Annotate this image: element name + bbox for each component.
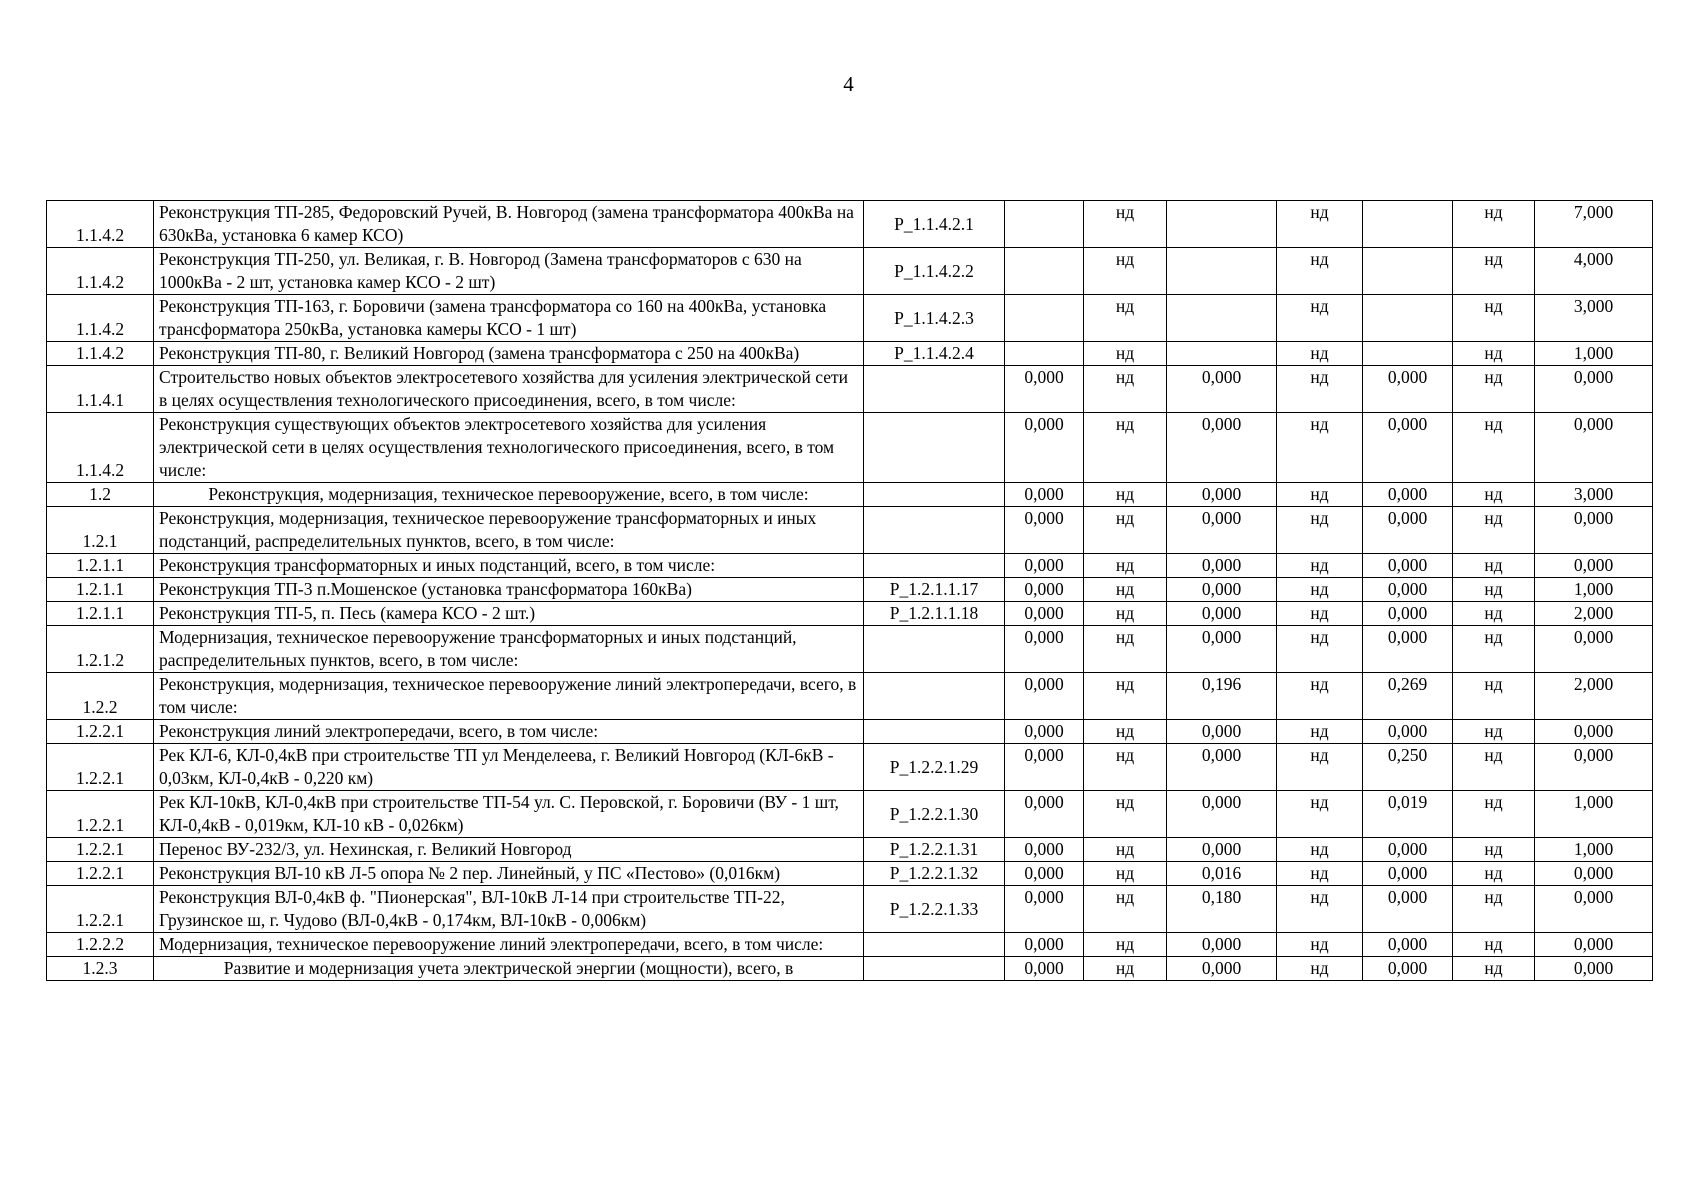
cell-value-6: нд (1453, 886, 1535, 933)
cell-project-name: Реконструкция линий электропередачи, всего, в том числе: (154, 720, 864, 744)
cell-project-name: Развитие и модернизация учета электрической энергии (мощности), всего, в (154, 957, 864, 981)
table-row (47, 248, 1653, 295)
cell-row-number: 1.2 (47, 483, 154, 507)
cell-value-1: 0,000 (1005, 554, 1084, 578)
cell-project-code (864, 413, 1005, 483)
cell-project-name: Реконструкция трансформаторных и иных подстанций, всего, в том числе: (154, 554, 864, 578)
cell-value-5: 0,000 (1363, 578, 1453, 602)
cell-row-number: 1.2.3 (47, 957, 154, 981)
cell-value-7: 2,000 (1535, 673, 1653, 720)
cell-row-number: 1.1.4.2 (47, 342, 154, 366)
cell-value-6: нд (1453, 483, 1535, 507)
cell-project-name: Реконструкция ТП-5, п. Песь (камера КСО - 2 шт.) (154, 602, 864, 626)
cell-value-3: 0,000 (1167, 933, 1277, 957)
cell-value-4: нд (1277, 578, 1363, 602)
cell-row-number: 1.1.4.2 (47, 201, 154, 248)
cell-project-name: Перенос ВУ-232/3, ул. Нехинская, г. Великий Новгород (154, 838, 864, 862)
cell-value-7: 0,000 (1535, 744, 1653, 791)
cell-value-3: 0,180 (1167, 886, 1277, 933)
cell-value-2: нд (1084, 578, 1167, 602)
cell-value-1 (1005, 248, 1084, 295)
cell-value-2: нд (1084, 366, 1167, 413)
cell-project-name: Реконструкция ВЛ-10 кВ Л-5 опора № 2 пер. Линейный, у ПС «Пестово» (0,016км) (154, 862, 864, 886)
cell-project-name: Реконструкция ТП-80, г. Великий Новгород (замена трансформатора с 250 на 400кВа) (154, 342, 864, 366)
cell-value-3: 0,196 (1167, 673, 1277, 720)
cell-value-1: 0,000 (1005, 862, 1084, 886)
cell-value-3: 0,000 (1167, 626, 1277, 673)
cell-value-1 (1005, 201, 1084, 248)
cell-value-6: нд (1453, 933, 1535, 957)
cell-project-name: Реконструкция ТП-163, г. Боровичи (замена трансформатора со 160 на 400кВа, установка трансформатора 250кВа, установка камеры КСО - 1 шт) (154, 295, 864, 342)
cell-value-6: нд (1453, 673, 1535, 720)
cell-value-6: нд (1453, 554, 1535, 578)
table-row (47, 673, 1653, 720)
cell-value-3: 0,016 (1167, 862, 1277, 886)
cell-project-code (864, 933, 1005, 957)
table-row (47, 886, 1653, 933)
table-row (47, 791, 1653, 838)
cell-project-code (864, 366, 1005, 413)
cell-row-number: 1.2.1.2 (47, 626, 154, 673)
table-row (47, 413, 1653, 483)
cell-value-7: 4,000 (1535, 248, 1653, 295)
cell-value-1: 0,000 (1005, 886, 1084, 933)
table-row (47, 933, 1653, 957)
cell-value-6: нд (1453, 248, 1535, 295)
table-row (47, 838, 1653, 862)
cell-value-2: нд (1084, 673, 1167, 720)
cell-row-number: 1.1.4.2 (47, 413, 154, 483)
cell-value-5: 0,000 (1363, 838, 1453, 862)
table-row (47, 957, 1653, 981)
cell-project-name: Реконструкция существующих объектов электросетевого хозяйства для усиления электрической сети в целях осуществления технологического присоединения, всего, в том числе: (154, 413, 864, 483)
cell-value-7: 2,000 (1535, 602, 1653, 626)
cell-value-1: 0,000 (1005, 578, 1084, 602)
cell-value-1: 0,000 (1005, 744, 1084, 791)
cell-value-4: нд (1277, 626, 1363, 673)
cell-value-5: 0,000 (1363, 886, 1453, 933)
cell-value-1 (1005, 295, 1084, 342)
cell-value-5: 0,000 (1363, 483, 1453, 507)
cell-project-name: Рек КЛ-6, КЛ-0,4кВ при строительстве ТП ул Менделеева, г. Великий Новгород (КЛ-6кВ - 0,03км, КЛ-0,4кВ - 0,220 км) (154, 744, 864, 791)
cell-value-4: нд (1277, 886, 1363, 933)
cell-value-2: нд (1084, 886, 1167, 933)
cell-value-5: 0,000 (1363, 720, 1453, 744)
table-row (47, 602, 1653, 626)
cell-value-2: нд (1084, 744, 1167, 791)
cell-value-1: 0,000 (1005, 602, 1084, 626)
cell-value-5: 0,000 (1363, 933, 1453, 957)
cell-value-5: 0,000 (1363, 366, 1453, 413)
cell-value-1: 0,000 (1005, 673, 1084, 720)
cell-value-6: нд (1453, 578, 1535, 602)
cell-project-code: P_1.2.2.1.31 (864, 838, 1005, 862)
cell-row-number: 1.2.1.1 (47, 602, 154, 626)
cell-value-5: 0,000 (1363, 862, 1453, 886)
cell-project-code: P_1.2.2.1.32 (864, 862, 1005, 886)
cell-value-7: 7,000 (1535, 201, 1653, 248)
cell-value-2: нд (1084, 483, 1167, 507)
cell-value-4: нд (1277, 413, 1363, 483)
table-row (47, 626, 1653, 673)
cell-row-number: 1.2.1.1 (47, 554, 154, 578)
cell-value-4: нд (1277, 201, 1363, 248)
cell-value-6: нд (1453, 957, 1535, 981)
table-row (47, 201, 1653, 248)
cell-project-name: Реконструкция, модернизация, техническое перевооружение, всего, в том числе: (154, 483, 864, 507)
cell-value-6: нд (1453, 342, 1535, 366)
cell-value-5: 0,000 (1363, 626, 1453, 673)
table-row (47, 744, 1653, 791)
cell-value-7: 0,000 (1535, 626, 1653, 673)
cell-value-3: 0,000 (1167, 602, 1277, 626)
cell-row-number: 1.1.4.1 (47, 366, 154, 413)
cell-value-6: нд (1453, 413, 1535, 483)
cell-value-6: нд (1453, 626, 1535, 673)
table-row (47, 342, 1653, 366)
cell-value-6: нд (1453, 791, 1535, 838)
cell-value-4: нд (1277, 791, 1363, 838)
cell-project-name: Реконструкция ТП-285, Федоровский Ручей, В. Новгород (замена трансформатора 400кВа на 630кВа, установка 6 камер КСО) (154, 201, 864, 248)
cell-value-7: 1,000 (1535, 578, 1653, 602)
cell-value-4: нд (1277, 295, 1363, 342)
cell-value-2: нд (1084, 295, 1167, 342)
cell-row-number: 1.2.2.1 (47, 720, 154, 744)
cell-row-number: 1.2.1.1 (47, 578, 154, 602)
cell-value-2: нд (1084, 554, 1167, 578)
cell-value-4: нд (1277, 720, 1363, 744)
cell-value-3 (1167, 248, 1277, 295)
cell-value-5 (1363, 248, 1453, 295)
cell-value-3: 0,000 (1167, 957, 1277, 981)
cell-value-1: 0,000 (1005, 791, 1084, 838)
cell-value-5: 0,000 (1363, 413, 1453, 483)
cell-value-7: 1,000 (1535, 838, 1653, 862)
cell-value-5 (1363, 201, 1453, 248)
cell-project-name: Строительство новых объектов электросетевого хозяйства для усиления электрической сети в целях осуществления технологического присоединения, всего, в том числе: (154, 366, 864, 413)
cell-value-4: нд (1277, 602, 1363, 626)
cell-project-name: Модернизация, техническое перевооружение линий электропередачи, всего, в том числе: (154, 933, 864, 957)
cell-row-number: 1.2.2 (47, 673, 154, 720)
cell-value-5: 0,000 (1363, 957, 1453, 981)
cell-value-7: 1,000 (1535, 342, 1653, 366)
cell-value-2: нд (1084, 507, 1167, 554)
table-row (47, 483, 1653, 507)
cell-value-4: нд (1277, 957, 1363, 981)
cell-value-3: 0,000 (1167, 791, 1277, 838)
cell-value-5: 0,250 (1363, 744, 1453, 791)
cell-value-7: 3,000 (1535, 483, 1653, 507)
cell-project-code (864, 720, 1005, 744)
cell-value-7: 0,000 (1535, 507, 1653, 554)
cell-value-6: нд (1453, 602, 1535, 626)
cell-value-6: нд (1453, 507, 1535, 554)
cell-value-5: 0,000 (1363, 602, 1453, 626)
cell-value-7: 0,000 (1535, 933, 1653, 957)
cell-value-5: 0,269 (1363, 673, 1453, 720)
cell-value-5: 0,000 (1363, 507, 1453, 554)
cell-value-1: 0,000 (1005, 720, 1084, 744)
cell-value-2: нд (1084, 862, 1167, 886)
cell-row-number: 1.1.4.2 (47, 295, 154, 342)
cell-project-name: Реконструкция ТП-250, ул. Великая, г. В. Новгород (Замена трансформаторов с 630 на 1000кВа - 2 шт, установка камер КСО - 2 шт) (154, 248, 864, 295)
cell-project-code: P_1.1.4.2.4 (864, 342, 1005, 366)
cell-value-3 (1167, 295, 1277, 342)
cell-value-5: 0,019 (1363, 791, 1453, 838)
table-row (47, 366, 1653, 413)
cell-value-6: нд (1453, 720, 1535, 744)
cell-project-name: Реконструкция ТП-3 п.Мошенское (установка трансформатора 160кВа) (154, 578, 864, 602)
cell-value-2: нд (1084, 413, 1167, 483)
cell-row-number: 1.2.2.1 (47, 886, 154, 933)
cell-row-number: 1.2.1 (47, 507, 154, 554)
cell-value-7: 0,000 (1535, 554, 1653, 578)
cell-value-4: нд (1277, 342, 1363, 366)
cell-value-7: 0,000 (1535, 862, 1653, 886)
cell-project-code: P_1.2.1.1.18 (864, 602, 1005, 626)
cell-project-code: P_1.1.4.2.2 (864, 248, 1005, 295)
table-row (47, 554, 1653, 578)
cell-value-7: 0,000 (1535, 720, 1653, 744)
cell-value-3: 0,000 (1167, 838, 1277, 862)
cell-value-1: 0,000 (1005, 413, 1084, 483)
cell-project-code (864, 673, 1005, 720)
cell-value-3: 0,000 (1167, 366, 1277, 413)
table-row (47, 507, 1653, 554)
cell-value-2: нд (1084, 201, 1167, 248)
cell-value-2: нд (1084, 933, 1167, 957)
cell-value-5 (1363, 342, 1453, 366)
cell-value-1: 0,000 (1005, 838, 1084, 862)
cell-value-4: нд (1277, 554, 1363, 578)
cell-value-7: 0,000 (1535, 957, 1653, 981)
cell-value-1: 0,000 (1005, 957, 1084, 981)
cell-value-3: 0,000 (1167, 413, 1277, 483)
cell-value-4: нд (1277, 862, 1363, 886)
cell-project-code (864, 957, 1005, 981)
cell-project-code: P_1.2.1.1.17 (864, 578, 1005, 602)
cell-value-6: нд (1453, 366, 1535, 413)
investment-table (46, 200, 1653, 981)
cell-project-code: P_1.2.2.1.30 (864, 791, 1005, 838)
table-row (47, 578, 1653, 602)
cell-value-3: 0,000 (1167, 507, 1277, 554)
table-row (47, 295, 1653, 342)
cell-row-number: 1.2.2.2 (47, 933, 154, 957)
cell-value-5: 0,000 (1363, 554, 1453, 578)
cell-value-1: 0,000 (1005, 366, 1084, 413)
cell-row-number: 1.2.2.1 (47, 862, 154, 886)
cell-value-4: нд (1277, 366, 1363, 413)
cell-value-4: нд (1277, 838, 1363, 862)
cell-value-1: 0,000 (1005, 483, 1084, 507)
cell-value-7: 3,000 (1535, 295, 1653, 342)
cell-value-4: нд (1277, 933, 1363, 957)
cell-project-name: Реконструкция, модернизация, техническое перевооружение трансформаторных и иных подстанций, распределительных пунктов, всего, в том числе: (154, 507, 864, 554)
cell-value-3: 0,000 (1167, 720, 1277, 744)
cell-project-name: Модернизация, техническое перевооружение трансформаторных и иных подстанций, распределительных пунктов, всего, в том числе: (154, 626, 864, 673)
cell-value-6: нд (1453, 295, 1535, 342)
cell-project-code (864, 507, 1005, 554)
table-row (47, 720, 1653, 744)
cell-value-4: нд (1277, 483, 1363, 507)
cell-value-6: нд (1453, 838, 1535, 862)
cell-value-3: 0,000 (1167, 554, 1277, 578)
cell-project-code: P_1.1.4.2.3 (864, 295, 1005, 342)
cell-project-name: Реконструкция, модернизация, техническое перевооружение линий электропередачи, всего, в том числе: (154, 673, 864, 720)
cell-project-code: P_1.1.4.2.1 (864, 201, 1005, 248)
cell-value-2: нд (1084, 602, 1167, 626)
cell-row-number: 1.2.2.1 (47, 838, 154, 862)
page-number: 4 (843, 72, 854, 96)
cell-row-number: 1.2.2.1 (47, 791, 154, 838)
cell-value-2: нд (1084, 248, 1167, 295)
cell-value-3: 0,000 (1167, 483, 1277, 507)
cell-project-name: Реконструкция ВЛ-0,4кВ ф. "Пионерская", ВЛ-10кВ Л-14 при строительстве ТП-22, Грузинское ш, г. Чудово (ВЛ-0,4кВ - 0,174км, ВЛ-10кВ - 0,006км) (154, 886, 864, 933)
cell-value-2: нд (1084, 791, 1167, 838)
cell-project-code (864, 554, 1005, 578)
cell-project-code: P_1.2.2.1.29 (864, 744, 1005, 791)
cell-value-6: нд (1453, 744, 1535, 791)
cell-value-1: 0,000 (1005, 933, 1084, 957)
cell-value-2: нд (1084, 957, 1167, 981)
cell-value-6: нд (1453, 862, 1535, 886)
cell-value-4: нд (1277, 673, 1363, 720)
cell-value-7: 0,000 (1535, 886, 1653, 933)
cell-value-5 (1363, 295, 1453, 342)
cell-value-7: 1,000 (1535, 791, 1653, 838)
cell-value-2: нд (1084, 838, 1167, 862)
cell-row-number: 1.1.4.2 (47, 248, 154, 295)
cell-value-1: 0,000 (1005, 507, 1084, 554)
cell-value-3: 0,000 (1167, 578, 1277, 602)
cell-value-7: 0,000 (1535, 413, 1653, 483)
cell-value-1 (1005, 342, 1084, 366)
cell-value-7: 0,000 (1535, 366, 1653, 413)
cell-value-4: нд (1277, 248, 1363, 295)
cell-value-3 (1167, 342, 1277, 366)
cell-value-1: 0,000 (1005, 626, 1084, 673)
cell-value-3 (1167, 201, 1277, 248)
cell-value-6: нд (1453, 201, 1535, 248)
table-body (47, 201, 1653, 981)
table-row (47, 862, 1653, 886)
cell-project-code (864, 626, 1005, 673)
cell-project-name: Рек КЛ-10кВ, КЛ-0,4кВ при строительстве ТП-54 ул. С. Перовской, г. Боровичи (ВУ - 1 шт, КЛ-0,4кВ - 0,019км, КЛ-10 кВ - 0,026км) (154, 791, 864, 838)
cell-value-4: нд (1277, 744, 1363, 791)
cell-value-3: 0,000 (1167, 744, 1277, 791)
cell-value-2: нд (1084, 342, 1167, 366)
cell-project-code: P_1.2.2.1.33 (864, 886, 1005, 933)
cell-project-code (864, 483, 1005, 507)
cell-value-2: нд (1084, 720, 1167, 744)
cell-row-number: 1.2.2.1 (47, 744, 154, 791)
cell-value-2: нд (1084, 626, 1167, 673)
cell-value-4: нд (1277, 507, 1363, 554)
